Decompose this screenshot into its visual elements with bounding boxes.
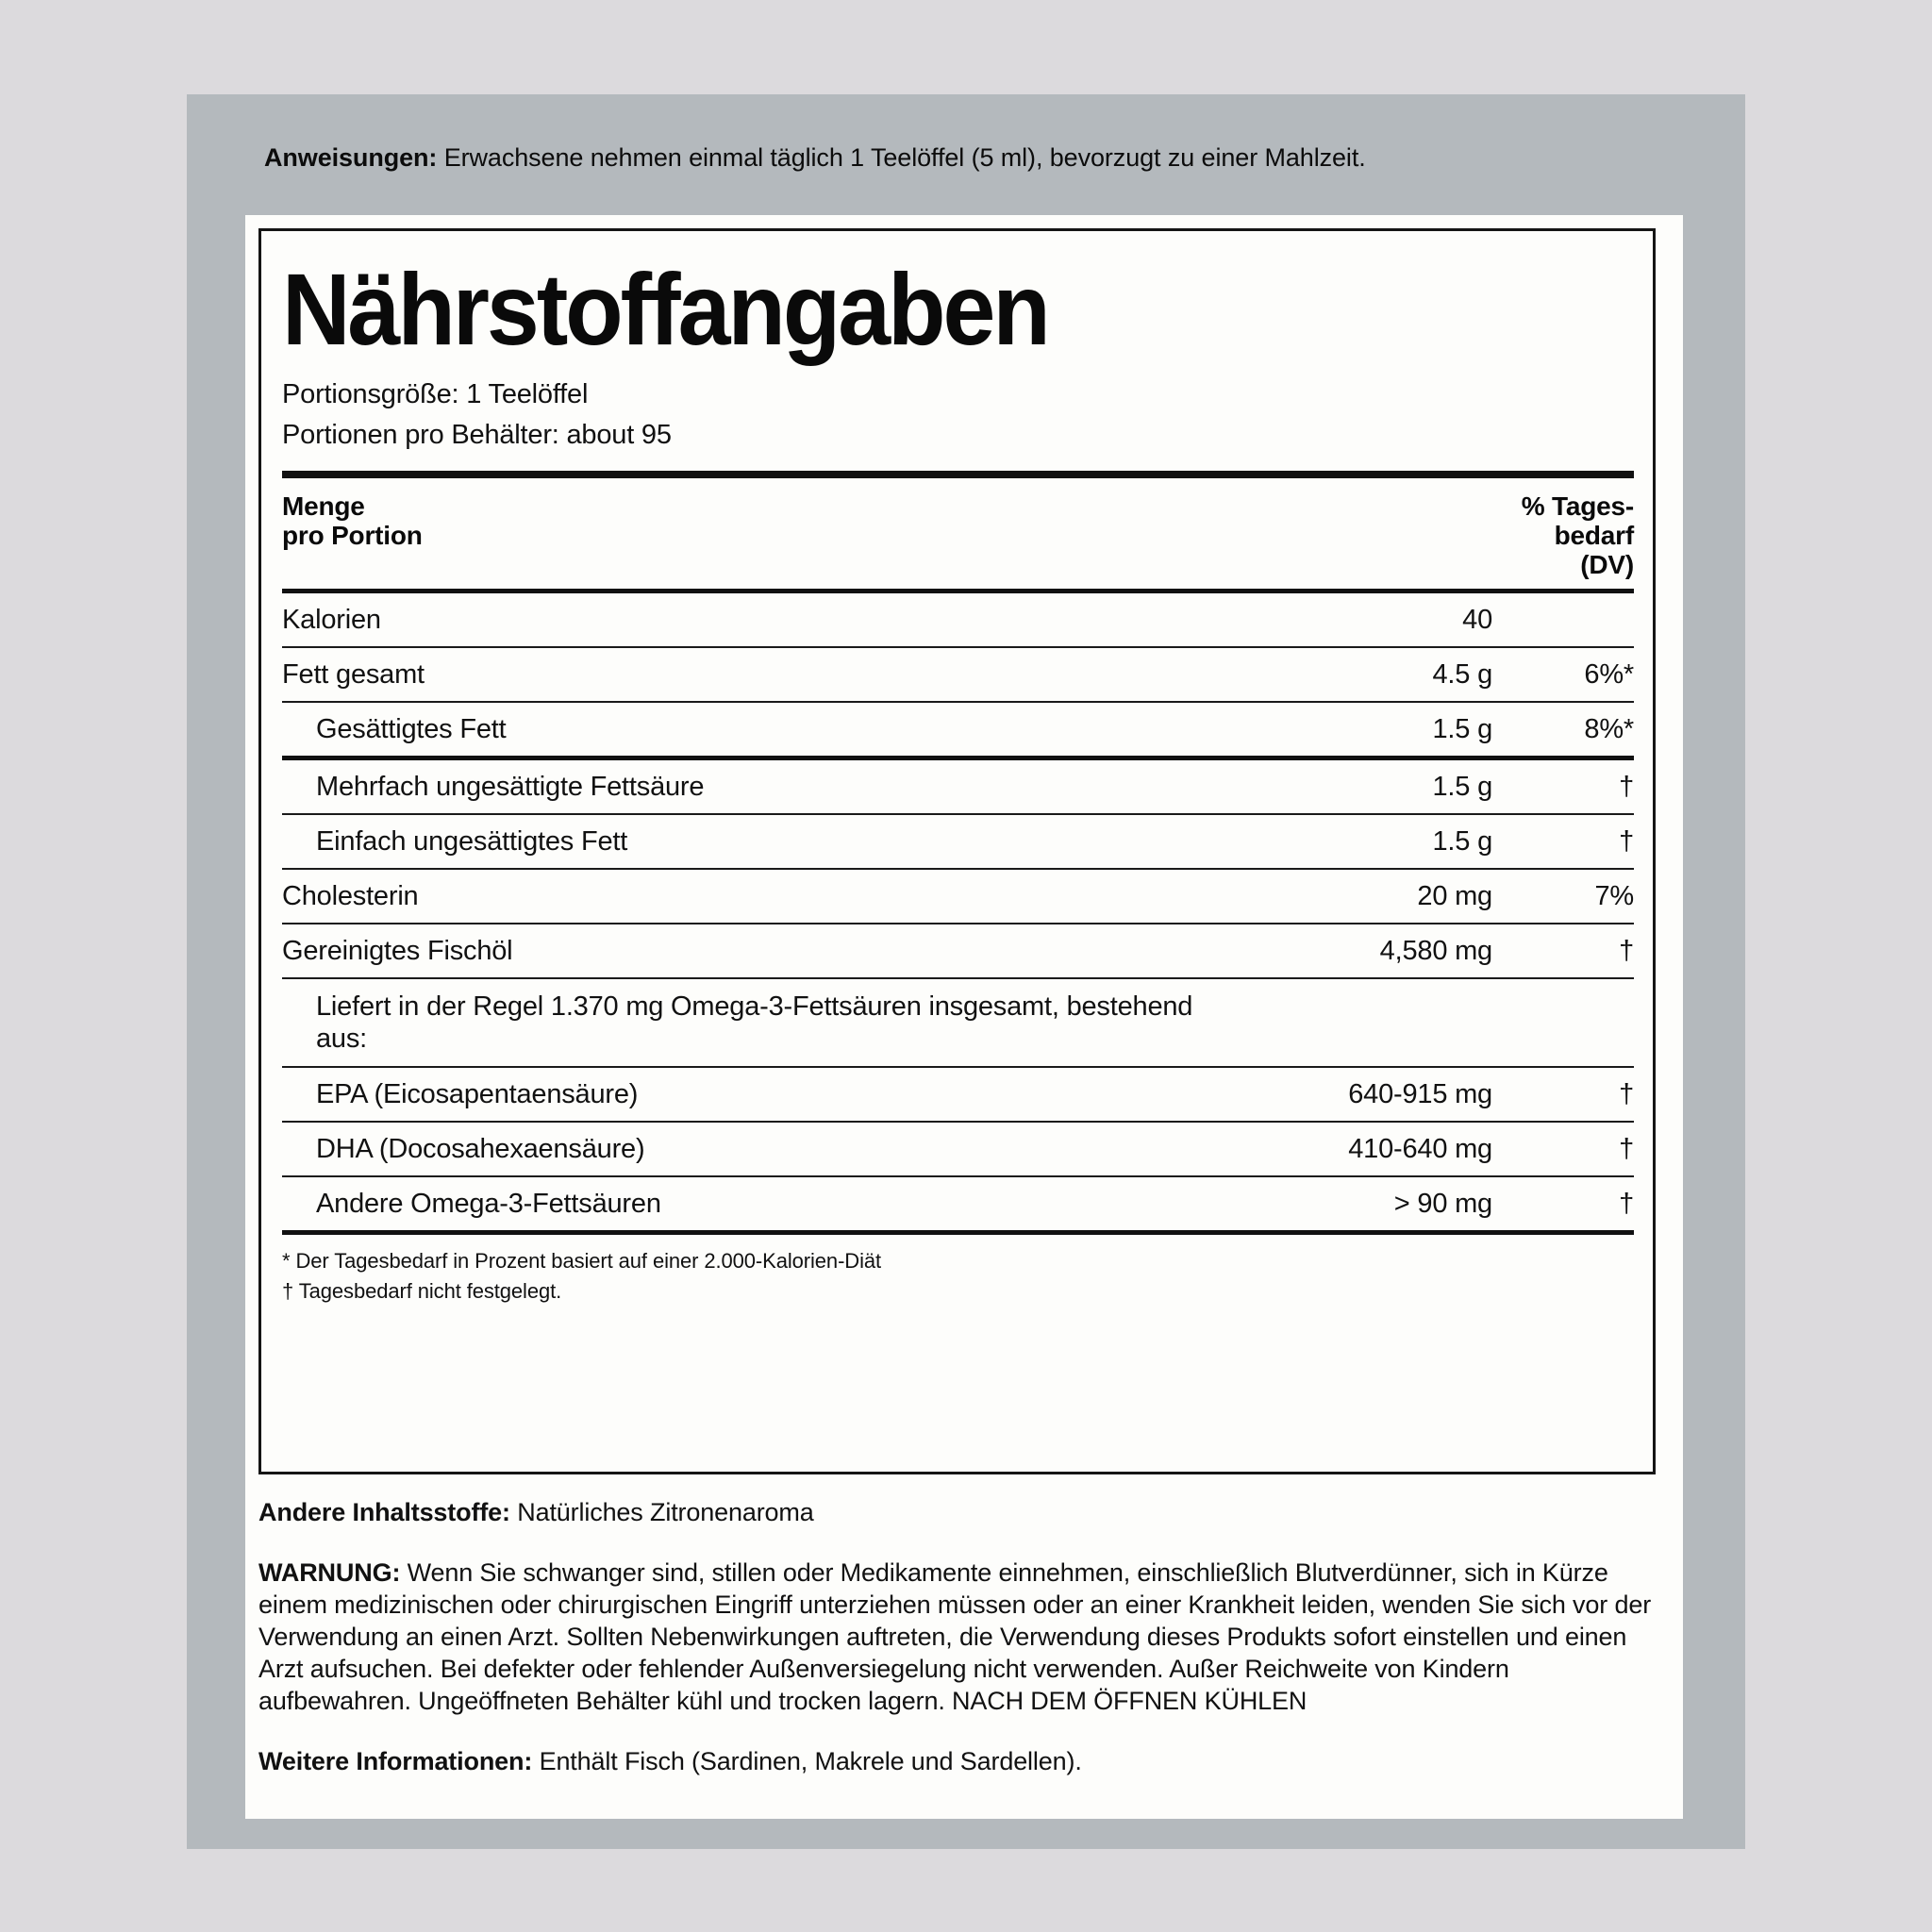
nutrient-name: Mehrfach ungesättigte Fettsäure [316,772,705,802]
table-row [282,1177,1634,1230]
nutrient-dv: † [1619,826,1634,857]
footnotes [282,1235,1634,1307]
nutrient-amount: > 90 mg [1393,1189,1492,1219]
dv-header-line2: bedarf [1554,521,1634,550]
table-row [282,979,1634,1066]
table-row [282,815,1634,868]
supplement-label-panel [187,94,1745,1849]
more-info-text: Enthält Fisch (Sardinen, Makrele und Sardellen). [532,1747,1082,1775]
warning-label: WARNUNG: [258,1558,401,1587]
dv-header-line1: % Tages- [1521,491,1634,521]
other-ingredients-label: Andere Inhaltsstoffe: [258,1498,510,1526]
nutrient-amount: 20 mg [1417,881,1492,911]
table-row [282,593,1634,646]
nutrition-facts-box [258,228,1656,1474]
table-row [282,870,1634,923]
nutrient-dv: 7% [1594,881,1634,911]
warning-block [258,1557,1664,1717]
nutrient-dv: † [1619,772,1634,802]
directions-text: Erwachsene nehmen einmal täglich 1 Teelöffel (5 ml), bevorzugt zu einer Mahlzeit. [437,143,1366,172]
page-title: Nährstoffangaben [282,252,1048,366]
nutrient-dv: † [1619,1134,1634,1164]
nutrient-amount: 4,580 mg [1379,936,1492,966]
nutrient-name: Gereinigtes Fischöl [282,936,513,966]
other-ingredients-block [258,1496,1664,1528]
omega-note-text: Liefert in der Regel 1.370 mg Omega-3-Fettsäuren insgesamt, bestehend aus: [316,991,1193,1054]
nutrient-dv: † [1619,1189,1634,1219]
more-info-label: Weitere Informationen: [258,1747,533,1775]
nutrient-name: Gesättigtes Fett [316,714,507,744]
nutrient-amount: 1.5 g [1432,772,1492,802]
amount-header-line1: Menge [282,491,365,521]
more-info-block [258,1745,1664,1777]
nutrient-amount: 4.5 g [1432,659,1492,690]
nutrient-dv: † [1619,1079,1634,1109]
directions-line [264,142,1679,174]
table-row [282,648,1634,701]
nutrition-card [245,215,1683,1819]
footnote-star: * Der Tagesbedarf in Prozent basiert auf einer 2.000-Kalorien-Diät [282,1249,882,1273]
daily-value-header [1522,491,1634,579]
nutrient-amount: 1.5 g [1432,714,1492,744]
nutrient-name: Fett gesamt [282,659,425,690]
nutrient-amount: 40 [1462,605,1492,635]
nutrient-name: EPA (Eicosapentaensäure) [316,1079,639,1109]
directions-label: Anweisungen: [264,143,438,172]
nutrient-name: Andere Omega-3-Fettsäuren [316,1189,661,1219]
table-row [282,1068,1634,1121]
nutrient-amount: 1.5 g [1432,826,1492,857]
amount-header-line2: pro Portion [282,521,423,550]
nutrient-name: DHA (Docosahexaensäure) [316,1134,645,1164]
nutrient-dv: 8%* [1584,714,1634,744]
amount-per-serving-label [282,491,423,550]
serving-size: Portionsgröße: 1 Teelöffel [282,379,589,409]
table-row [282,924,1634,977]
nutrient-dv: 6%* [1584,659,1634,690]
nutrient-name: Kalorien [282,605,381,635]
amount-per-serving-header [282,478,1634,589]
table-row [282,1123,1634,1175]
table-row [282,760,1634,813]
nutrient-name: Cholesterin [282,881,419,911]
footnote-dagger: † Tagesbedarf nicht festgelegt. [282,1279,562,1303]
nutrient-dv: † [1619,936,1634,966]
divider-thick-top [282,471,1634,478]
dv-header-line3: (DV) [1580,550,1634,579]
nutrient-amount: 410-640 mg [1348,1134,1492,1164]
nutrient-name: Einfach ungesättigtes Fett [316,826,628,857]
warning-text: Wenn Sie schwanger sind, stillen oder Medikamente einnehmen, einschließlich Blutverdünner, sich in Kürze einem medizinischen oder chirurgischen Eingriff unterziehen müssen oder an einer Krankheit leiden, wenden Sie sich vor der Verwendung an einen Arzt. Sollten Nebenwirkungen auftreten, die Verwendung dieses Produkts sofort einstellen und einen Arzt aufsuchen. Bei defekter oder fehlender Außenversiegelung nicht verwenden. Außer Reichweite von Kindern aufbewahren. Ungeöffneten Behälter kühl und trocken lagern. NACH DEM ÖFFNEN KÜHLEN [258,1558,1652,1715]
table-row [282,703,1634,756]
other-ingredients-text: Natürliches Zitronenaroma [509,1498,814,1526]
nutrient-amount: 640-915 mg [1348,1079,1492,1109]
servings-per-container: Portionen pro Behälter: about 95 [282,420,672,450]
label-bottom-text [258,1496,1664,1777]
